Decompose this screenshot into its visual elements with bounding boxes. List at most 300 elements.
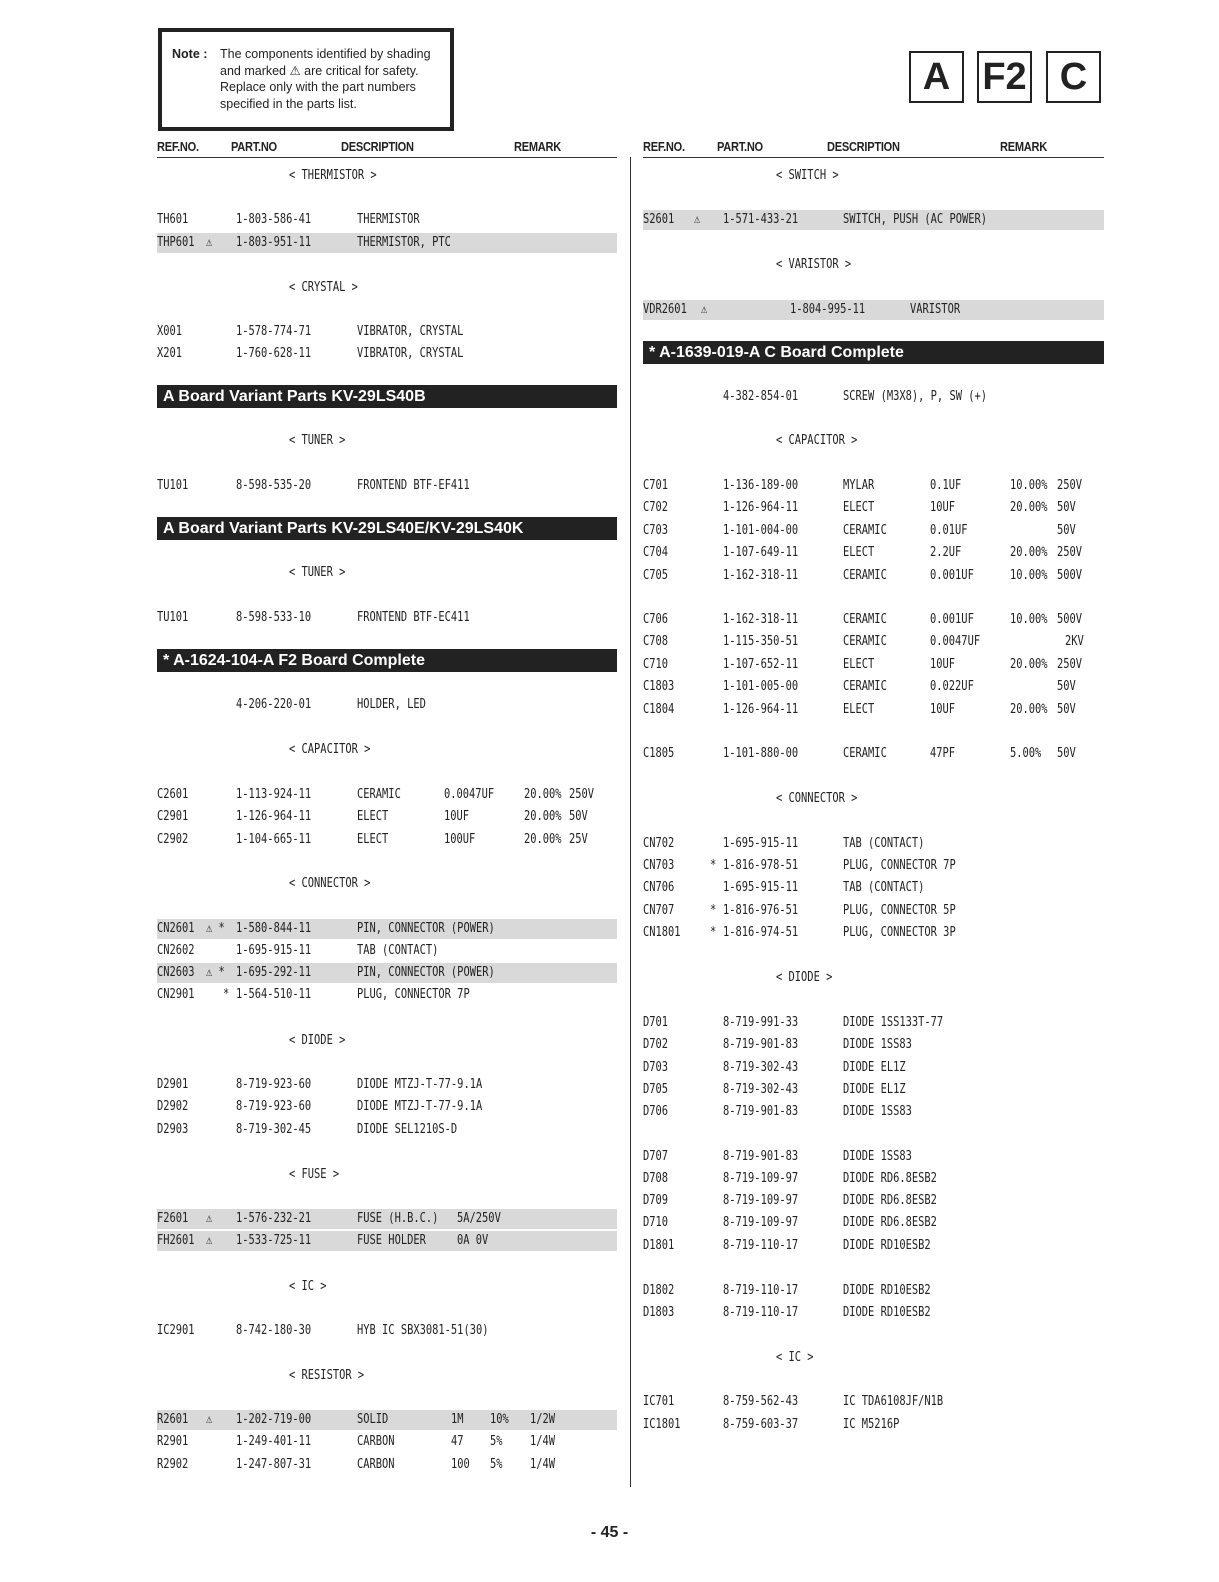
cell-text: CN1801 [643,925,681,940]
cell-text: ELECT [357,809,389,824]
cell-text: DIODE 1SS133T-77 [843,1015,944,1030]
part-row [643,521,1104,541]
cell-text: THP601 [157,235,195,250]
cell-text: 1-533-725-11 [236,1233,312,1248]
cell-text: CARBON [357,1457,395,1472]
cell-text: 4-382-854-01 [723,389,799,404]
cell-text: 0.001UF [930,612,974,627]
cell-text: 0A 0V [457,1233,489,1248]
cell-text: 1-803-951-11 [236,235,312,250]
cell-text: 1-115-350-51 [723,634,799,649]
cell-text: 20.00% [524,809,562,824]
part-row [643,476,1104,496]
cell-text: D701 [643,1015,669,1030]
cell-text: 1-202-719-00 [236,1412,312,1427]
cell-text: 1-571-433-21 [723,212,799,227]
part-row [643,923,1104,943]
cell-text: 1/2W [530,1412,556,1427]
cell-text: IC701 [643,1394,675,1409]
part-row [643,543,1104,563]
part-row [643,1281,1104,1301]
cell-text: D1802 [643,1283,675,1298]
cell-text: 0.01UF [930,523,968,538]
cell-text: 1-816-974-51 [723,925,799,940]
cell-text: 10.00% [1010,568,1048,583]
cell-text: 8-742-180-30 [236,1323,312,1338]
part-row [643,632,1104,652]
page-number: - 45 - [590,1524,629,1541]
part-row [157,322,617,342]
part-row-critical [157,1410,617,1430]
part-row [157,476,617,496]
part-row [643,1080,1104,1100]
cell-text: 8-719-110-17 [723,1305,799,1320]
cell-text: CN706 [643,880,675,895]
cell-text: CERAMIC [357,787,401,802]
cell-text: C1804 [643,702,675,717]
caution-icon: ⚠ * [206,965,225,980]
cell-text: 1-695-292-11 [236,965,312,980]
cell-text: C703 [643,523,669,538]
part-row [643,1392,1104,1412]
cell-text: 250V [569,787,595,802]
cell-text: CN707 [643,903,675,918]
cell-text: 8-719-110-17 [723,1283,799,1298]
cell-text: 1-126-964-11 [236,809,312,824]
cell-text: DIODE MTZJ-T-77-9.1A [357,1077,483,1092]
cell-text: 8-759-562-43 [723,1394,799,1409]
cell-text: * [710,858,717,873]
cell-text: 5% [490,1457,503,1472]
caution-icon: ⚠ [694,212,701,227]
cell-text: 1-101-005-00 [723,679,799,694]
note-text: The components identified by shading and marked ⚠ are critical for safety. Replace only with the part numbers specified in the parts list. [220,47,431,111]
cell-text: FUSE HOLDER [357,1233,426,1248]
cell-text: 8-719-901-83 [723,1037,799,1052]
part-row [643,498,1104,518]
cell-text: 1-816-976-51 [723,903,799,918]
cell-text: 500V [1057,568,1083,583]
cell-text: DIODE 1SS83 [843,1149,912,1164]
cell-text: 1-576-232-21 [236,1211,312,1226]
cell-text: 1-162-318-11 [723,568,799,583]
cell-text: 1-695-915-11 [236,943,312,958]
section-band: * A-1624-104-A F2 Board Complete [157,649,617,672]
cell-text: 10UF [444,809,470,824]
part-row-critical [643,210,1104,230]
cell-text: 1-695-915-11 [723,880,799,895]
part-row [643,878,1104,898]
cell-text: D1803 [643,1305,675,1320]
safety-note [158,28,454,131]
cell-text: 5.00% [1010,746,1042,761]
cell-text: HOLDER, LED [357,697,426,712]
part-row [157,1097,617,1117]
cell-text: THERMISTOR, PTC [357,235,451,250]
section-title-ic: < IC > [289,1279,327,1294]
cell-text: F2601 [157,1211,189,1226]
cell-text: FRONTEND BTF-EC411 [357,610,470,625]
part-row [643,700,1104,720]
cell-text: SCREW (M3X8), P, SW (+) [843,389,988,404]
cell-text: C2601 [157,787,189,802]
section-title-thermistor: < THERMISTOR > [289,168,377,183]
cell-text: HYB IC SBX3081-51(30) [357,1323,489,1338]
cell-text: 50V [1057,702,1076,717]
caution-icon: ⚠ * [206,921,225,936]
section-title-connector: < CONNECTOR > [776,791,858,806]
caution-icon: ⚠ [206,1412,213,1427]
cell-text: 8-719-302-45 [236,1122,312,1137]
cell-text: D1801 [643,1238,675,1253]
part-row [157,695,617,715]
header-part: PART.NO [717,139,763,154]
cell-text: 100UF [444,832,476,847]
cell-text: THERMISTOR [357,212,420,227]
cell-text: SWITCH, PUSH (AC POWER) [843,212,988,227]
cell-text: SOLID [357,1412,389,1427]
cell-text: D709 [643,1193,669,1208]
cell-text: TAB (CONTACT) [357,943,439,958]
note-label: Note : [172,47,208,61]
cell-text: * [223,987,230,1002]
header-remark: REMARK [514,139,561,154]
cell-text: 8-719-302-43 [723,1082,799,1097]
cell-text: 1-101-004-00 [723,523,799,538]
cell-text: IC2901 [157,1323,195,1338]
part-row [643,1013,1104,1033]
cell-text: D707 [643,1149,669,1164]
part-row [643,901,1104,921]
cell-text: CERAMIC [843,634,887,649]
cell-text: DIODE RD10ESB2 [843,1283,931,1298]
cell-text: 50V [1057,679,1076,694]
section-title-crystal: < CRYSTAL > [289,280,358,295]
tag-f2: F2 [977,51,1032,103]
cell-text: R2901 [157,1434,189,1449]
cell-text: 8-719-901-83 [723,1104,799,1119]
cell-text: D705 [643,1082,669,1097]
cell-text: 8-598-535-20 [236,478,312,493]
cell-text: 1-760-628-11 [236,346,312,361]
part-row [157,1432,617,1452]
cell-text: 10UF [930,500,956,515]
part-row [157,985,617,1005]
cell-text: D706 [643,1104,669,1119]
cell-text: 1-249-401-11 [236,1434,312,1449]
cell-text: IC TDA6108JF/N1B [843,1394,944,1409]
section-title-connector: < CONNECTOR > [289,876,371,891]
cell-text: R2601 [157,1412,189,1427]
cell-text: C1805 [643,746,675,761]
cell-text: 1-126-964-11 [723,500,799,515]
section-title-switch: < SWITCH > [776,168,839,183]
cell-text: X201 [157,346,183,361]
tag-a: A [909,51,964,103]
section-title-diode: < DIODE > [289,1033,346,1048]
cell-text: DIODE RD6.8ESB2 [843,1193,937,1208]
part-row [643,610,1104,630]
cell-text: 0.001UF [930,568,974,583]
cell-text: 1-136-189-00 [723,478,799,493]
part-row [157,1321,617,1341]
cell-text: 0.0047UF [930,634,981,649]
section-band: A Board Variant Parts KV-29LS40B [157,385,617,408]
cell-text: DIODE SEL1210S-D [357,1122,458,1137]
header-remark: REMARK [1000,139,1047,154]
cell-text: CARBON [357,1434,395,1449]
cell-text: 1-804-995-11 [790,302,866,317]
section-title-tuner: < TUNER > [289,565,346,580]
part-row [157,210,617,230]
column-divider [630,157,631,1487]
cell-text: * [710,903,717,918]
part-row-critical [157,233,617,253]
caution-icon: ⚠ [206,1211,213,1226]
section-band: A Board Variant Parts KV-29LS40E/KV-29LS40K [157,517,617,540]
cell-text: 8-719-109-97 [723,1193,799,1208]
section-band: * A-1639-019-A C Board Complete [643,341,1104,364]
part-row [157,1120,617,1140]
part-row [643,856,1104,876]
cell-text: FUSE (H.B.C.) [357,1211,439,1226]
cell-text: VIBRATOR, CRYSTAL [357,346,464,361]
cell-text: D2903 [157,1122,189,1137]
cell-text: 10.00% [1010,478,1048,493]
cell-text: 8-719-302-43 [723,1060,799,1075]
cell-text: 8-719-109-97 [723,1215,799,1230]
cell-text: 1-162-318-11 [723,612,799,627]
part-row-critical [157,919,617,939]
cell-text: 8-719-110-17 [723,1238,799,1253]
cell-text: 50V [569,809,588,824]
cell-text: TH601 [157,212,189,227]
cell-text: MYLAR [843,478,875,493]
cell-text: PIN, CONNECTOR (POWER) [357,965,495,980]
cell-text: 20.00% [1010,702,1048,717]
cell-text: FRONTEND BTF-EF411 [357,478,470,493]
caution-icon: ⚠ [701,302,708,317]
cell-text: 1-816-978-51 [723,858,799,873]
cell-text: PLUG, CONNECTOR 7P [843,858,956,873]
part-row [643,834,1104,854]
cell-text: D2901 [157,1077,189,1092]
cell-text: DIODE RD6.8ESB2 [843,1215,937,1230]
cell-text: C2901 [157,809,189,824]
cell-text: TAB (CONTACT) [843,880,925,895]
cell-text: 25V [569,832,588,847]
part-row-critical [157,1231,617,1251]
part-row [643,387,1104,407]
cell-text: D710 [643,1215,669,1230]
cell-text: D2902 [157,1099,189,1114]
cell-text: CERAMIC [843,568,887,583]
cell-text: 8-719-923-60 [236,1099,312,1114]
cell-text: * [710,925,717,940]
cell-text: 8-598-533-10 [236,610,312,625]
cell-text: S2601 [643,212,675,227]
part-row [157,785,617,805]
tag-c: C [1046,51,1101,103]
cell-text: 1-578-774-71 [236,324,312,339]
section-title-capacitor: < CAPACITOR > [289,742,371,757]
cell-text: 4-206-220-01 [236,697,312,712]
part-row [157,608,617,628]
cell-text: 5A/250V [457,1211,501,1226]
cell-text: 1/4W [530,1457,556,1472]
cell-text: DIODE EL1Z [843,1060,906,1075]
cell-text: C701 [643,478,669,493]
cell-text: D702 [643,1037,669,1052]
cell-text: PLUG, CONNECTOR 5P [843,903,956,918]
cell-text: 50V [1057,746,1076,761]
cell-text: C2902 [157,832,189,847]
cell-text: PLUG, CONNECTOR 3P [843,925,956,940]
header-ref: REF.NO. [157,139,199,154]
part-row [643,1236,1104,1256]
cell-text: 250V [1057,657,1083,672]
cell-text: C704 [643,545,669,560]
cell-text: 47 [451,1434,464,1449]
header-ref: REF.NO. [643,139,685,154]
cell-text: 0.0047UF [444,787,495,802]
cell-text: 5% [490,1434,503,1449]
part-row [643,744,1104,764]
cell-text: DIODE 1SS83 [843,1104,912,1119]
section-title-ic: < IC > [776,1350,814,1365]
cell-text: 1-113-924-11 [236,787,312,802]
section-title-varistor: < VARISTOR > [776,257,852,272]
part-row [643,1415,1104,1435]
cell-text: C705 [643,568,669,583]
section-title-tuner: < TUNER > [289,433,346,448]
part-row [643,1169,1104,1189]
right-column-header [643,139,1104,158]
caution-icon: ⚠ [206,235,213,250]
cell-text: 100 [451,1457,470,1472]
cell-text: CN2602 [157,943,195,958]
cell-text: 0.022UF [930,679,974,694]
cell-text: 250V [1057,478,1083,493]
cell-text: ELECT [843,702,875,717]
cell-text: 8-719-923-60 [236,1077,312,1092]
cell-text: 250V [1057,545,1083,560]
cell-text: 1-695-915-11 [723,836,799,851]
cell-text: C708 [643,634,669,649]
part-row [643,655,1104,675]
cell-text: 20.00% [524,832,562,847]
part-row [157,1075,617,1095]
cell-text: 1-104-665-11 [236,832,312,847]
cell-text: CERAMIC [843,679,887,694]
cell-text: 10UF [930,657,956,672]
part-row-critical [643,300,1104,320]
cell-text: TU101 [157,610,189,625]
cell-text: 20.00% [524,787,562,802]
cell-text: CN2601 [157,921,195,936]
cell-text: CN2901 [157,987,195,1002]
cell-text: DIODE EL1Z [843,1082,906,1097]
part-row [643,1191,1104,1211]
part-row [157,1455,617,1475]
cell-text: 2KV [1065,634,1084,649]
cell-text: 8-719-901-83 [723,1149,799,1164]
cell-text: DIODE 1SS83 [843,1037,912,1052]
cell-text: 1M [451,1412,464,1427]
cell-text: DIODE RD6.8ESB2 [843,1171,937,1186]
part-row [643,1303,1104,1323]
section-title-capacitor: < CAPACITOR > [776,433,858,448]
part-row-critical [157,1209,617,1229]
cell-text: VIBRATOR, CRYSTAL [357,324,464,339]
cell-text: 10% [490,1412,509,1427]
cell-text: IC1801 [643,1417,681,1432]
cell-text: 2.2UF [930,545,962,560]
cell-text: 8-719-109-97 [723,1171,799,1186]
part-row [643,1058,1104,1078]
cell-text: TU101 [157,478,189,493]
cell-text: CERAMIC [843,746,887,761]
header-part: PART.NO [231,139,277,154]
cell-text: DIODE MTZJ-T-77-9.1A [357,1099,483,1114]
section-title-fuse: < FUSE > [289,1167,340,1182]
cell-text: D708 [643,1171,669,1186]
cell-text: 1-107-652-11 [723,657,799,672]
cell-text: C710 [643,657,669,672]
cell-text: IC M5216P [843,1417,900,1432]
cell-text: CN703 [643,858,675,873]
cell-text: 20.00% [1010,657,1048,672]
cell-text: 500V [1057,612,1083,627]
cell-text: 10.00% [1010,612,1048,627]
cell-text: 1-803-586-41 [236,212,312,227]
cell-text: 1-101-880-00 [723,746,799,761]
part-row [643,566,1104,586]
cell-text: 20.00% [1010,545,1048,560]
cell-text: ELECT [357,832,389,847]
part-row [643,677,1104,697]
cell-text: 10UF [930,702,956,717]
part-row [157,941,617,961]
part-row [643,1213,1104,1233]
cell-text: 47PF [930,746,956,761]
cell-text: ELECT [843,545,875,560]
cell-text: ELECT [843,657,875,672]
cell-text: 50V [1057,523,1076,538]
cell-text: PIN, CONNECTOR (POWER) [357,921,495,936]
part-row [643,1102,1104,1122]
cell-text: R2902 [157,1457,189,1472]
cell-text: 1-580-844-11 [236,921,312,936]
cell-text: 1-564-510-11 [236,987,312,1002]
cell-text: X001 [157,324,183,339]
header-desc: DESCRIPTION [827,139,900,154]
cell-text: 8-759-603-37 [723,1417,799,1432]
header-desc: DESCRIPTION [341,139,414,154]
cell-text: C702 [643,500,669,515]
cell-text: D703 [643,1060,669,1075]
left-column-header [157,139,617,158]
cell-text: DIODE RD10ESB2 [843,1305,931,1320]
cell-text: CN2603 [157,965,195,980]
cell-text: C1803 [643,679,675,694]
cell-text: 0.1UF [930,478,962,493]
caution-icon: ⚠ [206,1233,213,1248]
cell-text: VDR2601 [643,302,687,317]
cell-text: C706 [643,612,669,627]
cell-text: 1/4W [530,1434,556,1449]
part-row [643,1035,1104,1055]
